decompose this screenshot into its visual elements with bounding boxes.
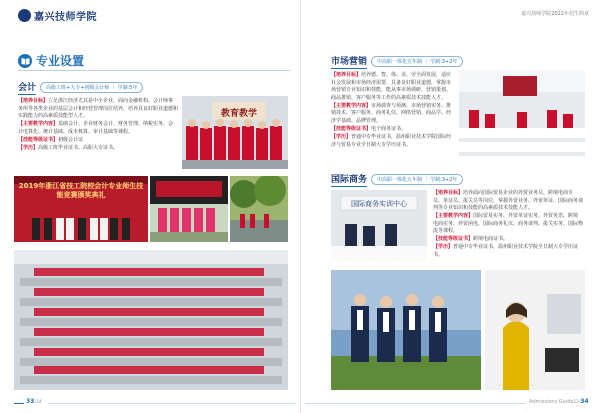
major-name: 国际商务 bbox=[331, 172, 367, 187]
description-paragraph: 【主要教学内容】市场调查与预测、市场营销实务、推销技术、客户服务、商务礼仪、网络营销、商品学、经济学基础、品牌管理。 bbox=[331, 102, 452, 124]
description-paragraph: 【主要教学内容】基础会计、企业财务会计、财务管理、纳税实务、会计电算化、统计基础、成本核算、审计基础等课程。 bbox=[18, 121, 174, 135]
major-name: 市场营销 bbox=[331, 54, 367, 69]
description-paragraph: 【学历】普通中专毕业证书，温州职业技术学院全日制大专学历证书。 bbox=[433, 244, 579, 258]
running-header: 嘉兴技师学院2022年招生简章 bbox=[521, 11, 589, 17]
students-outdoor-photo bbox=[150, 176, 228, 242]
section-title: 专业设置 bbox=[36, 54, 85, 68]
major-tag: 高级工班+大专+初级会计师 ｜ 学制:5年 bbox=[40, 82, 143, 93]
teachers-photo bbox=[182, 96, 288, 169]
major-description-accounting bbox=[18, 98, 178, 153]
right-page bbox=[300, 0, 600, 413]
section-header bbox=[18, 52, 84, 69]
major-heading-international bbox=[331, 172, 463, 187]
description-paragraph: 【技能等级证书】电子商务证书。 bbox=[331, 125, 407, 132]
page-number-left: 33/34 bbox=[26, 398, 42, 405]
major-name: 会计 bbox=[18, 80, 36, 95]
description-paragraph: 【培养目标】立足浙江经济尤其是中小企业，面向金融机构、会计师事务所等各类企业的基层会计和经营管理岗位培养，培养具良好职业道德和实践能力的高素质技能型人才。 bbox=[18, 98, 179, 120]
major-heading-accounting bbox=[18, 80, 143, 95]
school-seal-icon bbox=[18, 9, 31, 22]
section-divider bbox=[18, 70, 290, 71]
folio-rule bbox=[14, 403, 24, 404]
major-description-international bbox=[433, 190, 583, 260]
major-description-marketing bbox=[331, 72, 453, 150]
award-banner-photo bbox=[14, 176, 148, 242]
major-tag: 中高职一体化五年制 ｜ 学制:3+2年 bbox=[371, 174, 463, 185]
description-paragraph: 【学历】高级工班毕业证书、高职大专证书。 bbox=[18, 144, 119, 151]
marketing-classroom-photo bbox=[459, 70, 585, 156]
banner-text: 2019年浙江省技工院校会计专业师生技能竞赛颁奖典礼 bbox=[18, 182, 144, 199]
teacher-photo bbox=[485, 270, 585, 390]
classroom-photo bbox=[14, 250, 288, 390]
school-name: 嘉兴技师学院 bbox=[34, 12, 97, 23]
page-number-right: 33/34 bbox=[573, 398, 589, 405]
training-center-photo bbox=[331, 190, 427, 262]
description-paragraph: 【培养目标】培养德、智、体、美、劳全面发展，适应社会发展和市场经济需要，具备良好职业道德，掌握市场营销专业知识和技能，能从事市场调研、营销策划、商品推销、客户服务等工作的高素质技术技能人才。 bbox=[331, 72, 452, 101]
book-icon bbox=[18, 54, 32, 68]
footer-rule bbox=[305, 403, 525, 404]
school-logo bbox=[18, 8, 97, 23]
description-paragraph: 【主要教学内容】国际贸易实务、外贸单证实务、外贸英语、跨境电商实务、外贸函电、国际商务礼仪、商务谈判、报关实务、国际物流等课程。 bbox=[433, 213, 584, 235]
photo-text: 教育教学 bbox=[220, 109, 258, 119]
major-tag: 中高职一体化五年制 ｜ 学制:3+2年 bbox=[371, 56, 463, 67]
campus-trees-photo bbox=[230, 176, 288, 242]
description-paragraph: 【技能等级证书】初级会计证 bbox=[18, 136, 84, 143]
description-paragraph: 【学历】普通中专毕业证书，温州职业技术学院国际经济与贸易专业全日制大专学历证书。 bbox=[331, 133, 452, 148]
students-uniform-photo bbox=[331, 270, 481, 390]
footer-rule bbox=[48, 403, 296, 404]
major-heading-marketing bbox=[331, 54, 463, 69]
admissions-guide-label: Admissions Guide bbox=[529, 399, 574, 405]
training-center-sign: 国际商务实训中心 bbox=[351, 200, 407, 208]
description-paragraph: 【技能等级证书】跨境电商证书。 bbox=[433, 236, 509, 243]
description-paragraph: 【培养目标】培养面向国际贸易企业的外贸业务员、跨境电商专员、单证员、报关员等岗位，掌握外贸业务、外贸单证、国际商务谈判等专业知识和技能的高素质技术技能人才。 bbox=[433, 190, 584, 212]
